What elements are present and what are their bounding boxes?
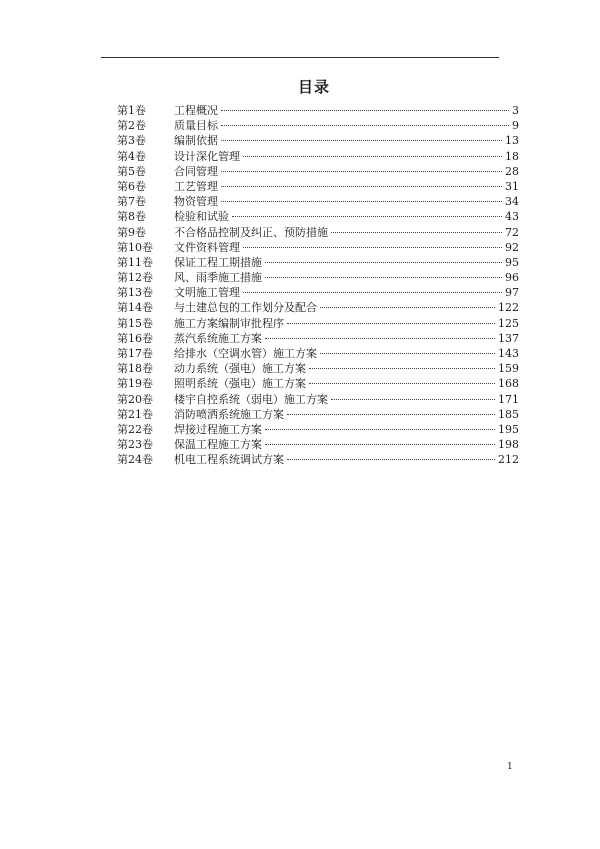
toc-entry-title: 风、雨季施工措施 xyxy=(174,271,262,285)
toc-entry-title: 楼宇自控系统（弱电）施工方案 xyxy=(174,392,328,406)
toc-entry-title: 合同管理 xyxy=(174,164,218,178)
toc-volume-label: 第3卷 xyxy=(117,134,146,148)
toc-volume-label: 第12卷 xyxy=(117,271,153,285)
dot-leader xyxy=(265,338,495,339)
page-title: 目录 xyxy=(297,78,330,96)
toc-volume-label: 第6卷 xyxy=(117,179,146,193)
toc-entry-title: 检验和试验 xyxy=(174,210,229,224)
dot-leader xyxy=(265,277,502,278)
toc-volume-label: 第15卷 xyxy=(117,316,153,330)
dot-leader xyxy=(287,414,495,415)
toc-entry[interactable] xyxy=(117,240,519,255)
toc-volume-label: 第14卷 xyxy=(117,301,153,315)
toc-page-number: 137 xyxy=(498,331,519,345)
toc-entry-title: 焊接过程施工方案 xyxy=(174,422,262,436)
toc-entry[interactable] xyxy=(117,346,519,361)
toc-entry[interactable] xyxy=(117,225,519,240)
toc-page-number: 125 xyxy=(498,316,519,330)
dot-leader xyxy=(243,292,502,293)
toc-page-number: 159 xyxy=(498,362,519,376)
dot-leader xyxy=(221,110,509,111)
dot-leader xyxy=(221,125,509,126)
page-number: 1 xyxy=(507,762,513,772)
dot-leader xyxy=(320,307,495,308)
dot-leader xyxy=(309,383,495,384)
dot-leader xyxy=(221,201,502,202)
table-of-contents xyxy=(117,103,519,468)
toc-entry[interactable] xyxy=(117,103,519,118)
toc-entry-title: 质量目标 xyxy=(174,119,218,133)
toc-volume-label: 第22卷 xyxy=(117,422,153,436)
toc-page-number: 72 xyxy=(505,225,519,239)
toc-entry[interactable] xyxy=(117,270,519,285)
toc-entry-title: 机电工程系统调试方案 xyxy=(174,453,284,467)
toc-volume-label: 第2卷 xyxy=(117,119,146,133)
toc-page-number: 92 xyxy=(505,240,519,254)
toc-entry-title: 工艺管理 xyxy=(174,179,218,193)
toc-entry-title: 文件资料管理 xyxy=(174,240,240,254)
toc-page-number: 143 xyxy=(498,347,519,360)
toc-entry[interactable] xyxy=(117,285,519,300)
dot-leader xyxy=(265,262,502,263)
toc-volume-label: 第7卷 xyxy=(117,195,146,209)
toc-entry[interactable] xyxy=(117,118,519,133)
toc-volume-label: 第11卷 xyxy=(117,255,153,269)
toc-volume-label: 第1卷 xyxy=(117,104,146,117)
toc-entry[interactable] xyxy=(117,255,519,270)
toc-page-number: 97 xyxy=(505,286,519,300)
toc-page-number: 34 xyxy=(505,195,519,209)
toc-volume-label: 第9卷 xyxy=(117,225,146,239)
toc-volume-label: 第17卷 xyxy=(117,347,153,360)
toc-entry[interactable] xyxy=(117,194,519,209)
toc-entry[interactable] xyxy=(117,422,519,437)
header-rule xyxy=(101,57,499,58)
toc-volume-label: 第23卷 xyxy=(117,438,153,452)
toc-page-number: 13 xyxy=(505,134,519,148)
toc-volume-label: 第10卷 xyxy=(117,240,153,254)
toc-volume-label: 第24卷 xyxy=(117,453,153,467)
toc-volume-label: 第16卷 xyxy=(117,331,153,345)
dot-leader xyxy=(320,353,495,354)
toc-volume-label: 第21卷 xyxy=(117,407,153,421)
toc-page-number: 18 xyxy=(505,149,519,163)
toc-entry-title: 保温工程施工方案 xyxy=(174,438,262,452)
toc-entry[interactable] xyxy=(117,437,519,452)
toc-page-number: 3 xyxy=(512,104,519,117)
dot-leader xyxy=(265,429,495,430)
toc-page-number: 185 xyxy=(498,407,519,421)
toc-entry[interactable] xyxy=(117,133,519,148)
toc-page-number: 212 xyxy=(498,453,519,467)
toc-page-number: 95 xyxy=(505,255,519,269)
toc-entry-title: 与土建总包的工作划分及配合 xyxy=(174,301,317,315)
toc-volume-label: 第13卷 xyxy=(117,286,153,300)
toc-entry[interactable] xyxy=(117,300,519,315)
toc-entry-title: 照明系统（强电）施工方案 xyxy=(174,377,306,391)
dot-leader xyxy=(309,368,495,369)
toc-volume-label: 第4卷 xyxy=(117,149,146,163)
toc-entry[interactable] xyxy=(117,149,519,164)
toc-page-number: 28 xyxy=(505,164,519,178)
toc-page-number: 122 xyxy=(498,301,519,315)
toc-volume-label: 第18卷 xyxy=(117,362,153,376)
dot-leader xyxy=(331,232,502,233)
toc-entry-title: 动力系统（强电）施工方案 xyxy=(174,362,306,376)
toc-volume-label: 第5卷 xyxy=(117,164,146,178)
toc-entry[interactable] xyxy=(117,452,519,467)
toc-entry-title: 施工方案编制审批程序 xyxy=(174,316,284,330)
dot-leader xyxy=(243,156,502,157)
toc-entry[interactable] xyxy=(117,179,519,194)
toc-page-number: 195 xyxy=(498,422,519,436)
dot-leader xyxy=(221,140,502,141)
dot-leader xyxy=(265,444,495,445)
toc-page-number: 168 xyxy=(498,377,519,391)
toc-volume-label: 第20卷 xyxy=(117,392,153,406)
toc-entry-title: 给排水（空调水管）施工方案 xyxy=(174,347,317,360)
toc-entry[interactable] xyxy=(117,407,519,422)
dot-leader xyxy=(221,186,502,187)
dot-leader xyxy=(331,399,495,400)
toc-entry-title: 工程概况 xyxy=(174,104,218,117)
dot-leader xyxy=(221,171,502,172)
toc-entry-title: 设计深化管理 xyxy=(174,149,240,163)
toc-entry-title: 消防喷洒系统施工方案 xyxy=(174,407,284,421)
toc-entry-title: 蒸汽系统施工方案 xyxy=(174,331,262,345)
toc-entry-title: 保证工程工期措施 xyxy=(174,255,262,269)
toc-page-number: 171 xyxy=(498,392,519,406)
toc-entry[interactable] xyxy=(117,316,519,331)
toc-volume-label: 第19卷 xyxy=(117,377,153,391)
toc-entry[interactable] xyxy=(117,392,519,407)
dot-leader xyxy=(243,247,502,248)
toc-entry-title: 物资管理 xyxy=(174,195,218,209)
toc-page-number: 198 xyxy=(498,438,519,452)
toc-entry[interactable] xyxy=(117,361,519,376)
toc-page-number: 9 xyxy=(512,119,519,133)
toc-page-number: 96 xyxy=(505,271,519,285)
toc-volume-label: 第8卷 xyxy=(117,210,146,224)
toc-entry[interactable] xyxy=(117,164,519,179)
toc-entry[interactable] xyxy=(117,209,519,224)
dot-leader xyxy=(287,323,495,324)
dot-leader xyxy=(287,459,495,460)
toc-entry-title: 编制依据 xyxy=(174,134,218,148)
toc-entry-title: 不合格品控制及纠正、预防措施 xyxy=(174,225,328,239)
toc-entry[interactable] xyxy=(117,376,519,391)
toc-page-number: 31 xyxy=(505,179,519,193)
toc-entry-title: 文明施工管理 xyxy=(174,286,240,300)
dot-leader xyxy=(232,216,502,217)
toc-page-number: 43 xyxy=(505,210,519,224)
toc-entry[interactable] xyxy=(117,331,519,346)
